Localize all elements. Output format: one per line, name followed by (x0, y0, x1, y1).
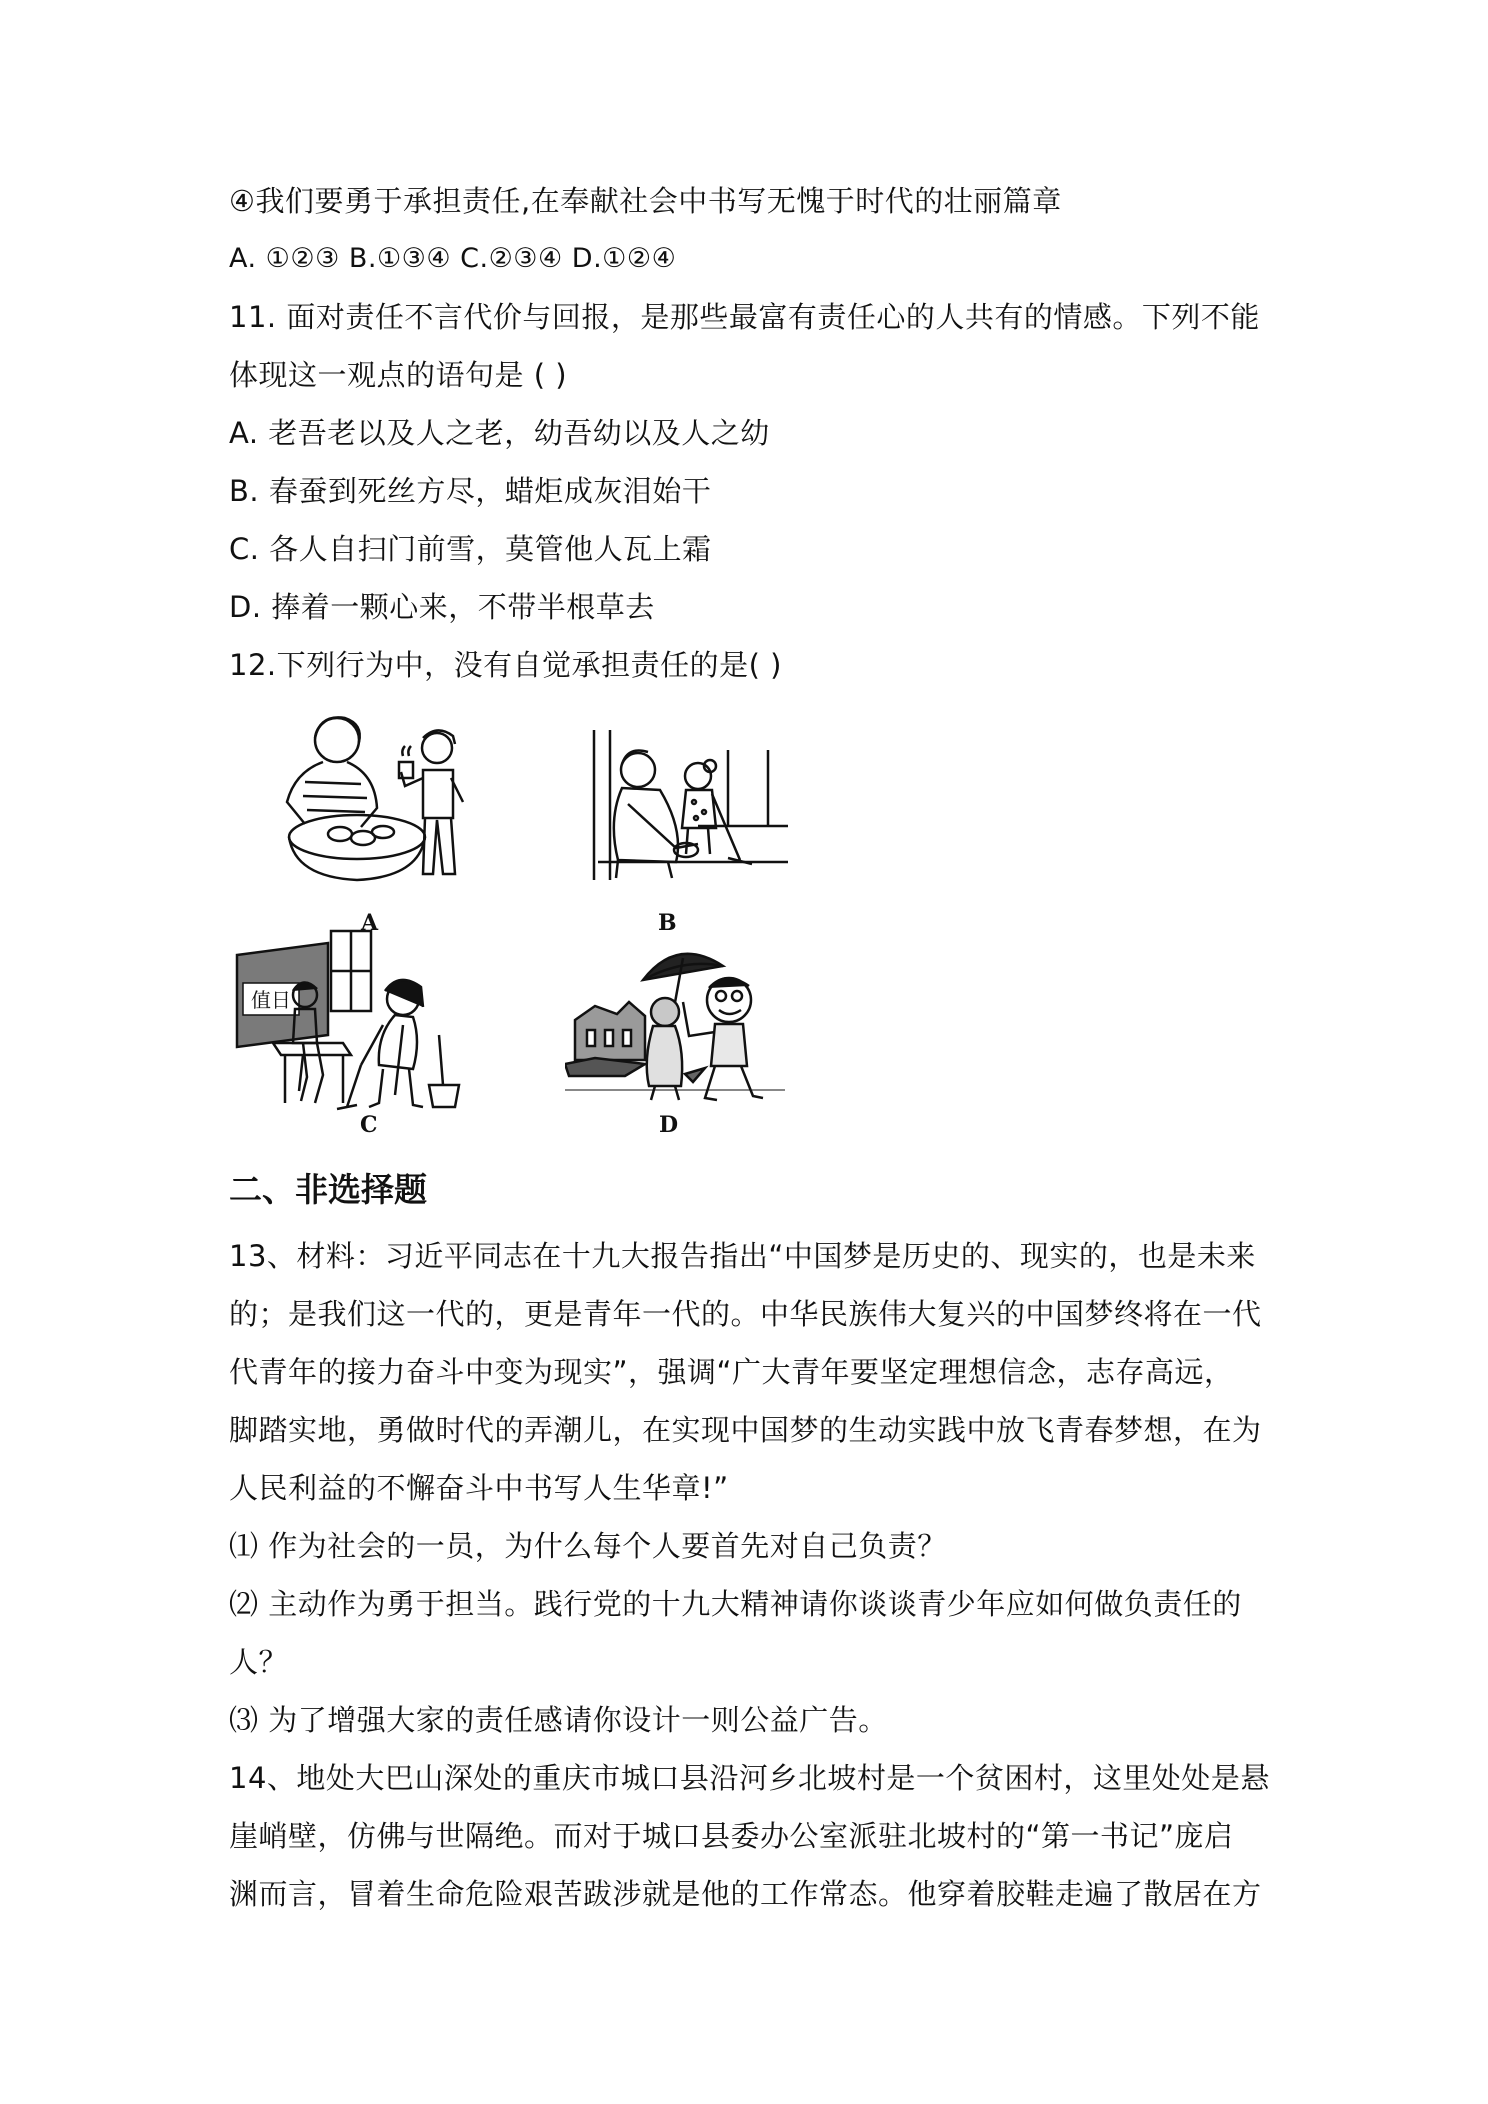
q13-sub-2-line-1: ⑵ 主动作为勇于担当。践行党的十九大精神请你谈谈青少年应如何做负责任的 (229, 1587, 1242, 1621)
q13-material-line-1: 13、材料：习近平同志在十九大报告指出“中国梦是历史的、现实的，也是未来 (229, 1239, 1256, 1273)
q14-line-3: 渊而言，冒着生命危险艰苦跋涉就是他的工作常态。他穿着胶鞋走遍了散居在方 (229, 1877, 1262, 1911)
q13-material-line-2: 的；是我们这一代的，更是青年一代的。中华民族伟大复兴的中国梦终将在一代 (229, 1297, 1262, 1331)
q11-choice-d: D. 捧着一颗心来，不带半根草去 (229, 590, 655, 624)
q13-sub-1: ⑴ 作为社会的一员，为什么每个人要首先对自己负责？ (229, 1529, 947, 1563)
q13-sub-3: ⑶ 为了增强大家的责任感请你设计一则公益广告。 (229, 1703, 888, 1737)
section-heading: 二、非选择题 (229, 1170, 427, 1209)
q10-answer-choices: A. ①②③ B.①③④ C.②③④ D.①②④ (229, 243, 677, 274)
figure-c-label: C (360, 1112, 378, 1138)
q10-option-4: ④我们要勇于承担责任,在奉献社会中书写无愧于时代的壮丽篇章 (229, 184, 1062, 218)
q13-material-line-3: 代青年的接力奋斗中变为现实”，强调“广大青年要坚定理想信念，志存高远， (229, 1355, 1234, 1389)
q12-stem: 12.下列行为中，没有自觉承担责任的是( ) (229, 648, 782, 682)
figure-d-illustration (565, 940, 795, 1105)
q11-stem-line-2: 体现这一观点的语句是 ( ) (229, 358, 568, 392)
figure-b-label: B (658, 910, 677, 936)
q11-choice-a: A. 老吾老以及人之老，幼吾幼以及人之幼 (229, 416, 770, 450)
figure-d-label: D (659, 1112, 679, 1138)
q13-material-line-5: 人民利益的不懈奋斗中书写人生华章!” (229, 1471, 729, 1505)
q11-choice-c: C. 各人自扫门前雪，莫管他人瓦上霜 (229, 532, 712, 566)
q11-stem-line-1: 11. 面对责任不言代价与回报，是那些最富有责任心的人共有的情感。下列不能 (229, 300, 1260, 334)
figure-a-label: A (361, 910, 379, 936)
q13-material-line-4: 脚踏实地，勇做时代的弄潮儿，在实现中国梦的生动实践中放飞青春梦想，在为 (229, 1413, 1262, 1447)
figure-a-illustration (265, 712, 480, 892)
duty-board-text: 值日 (251, 988, 291, 1012)
q14-line-2: 崖峭壁，仿佛与世隔绝。而对于城口县委办公室派驻北坡村的“第一书记”庞启 (229, 1819, 1234, 1853)
q13-sub-2-line-2: 人？ (229, 1645, 289, 1679)
figure-b-illustration (588, 730, 788, 880)
q14-line-1: 14、地处大巴山深处的重庆市城口县沿河乡北坡村是一个贫困村，这里处处是悬 (229, 1761, 1270, 1795)
q11-choice-b: B. 春蚕到死丝方尽，蜡炬成灰泪始干 (229, 474, 712, 508)
figure-c-illustration (233, 925, 468, 1115)
